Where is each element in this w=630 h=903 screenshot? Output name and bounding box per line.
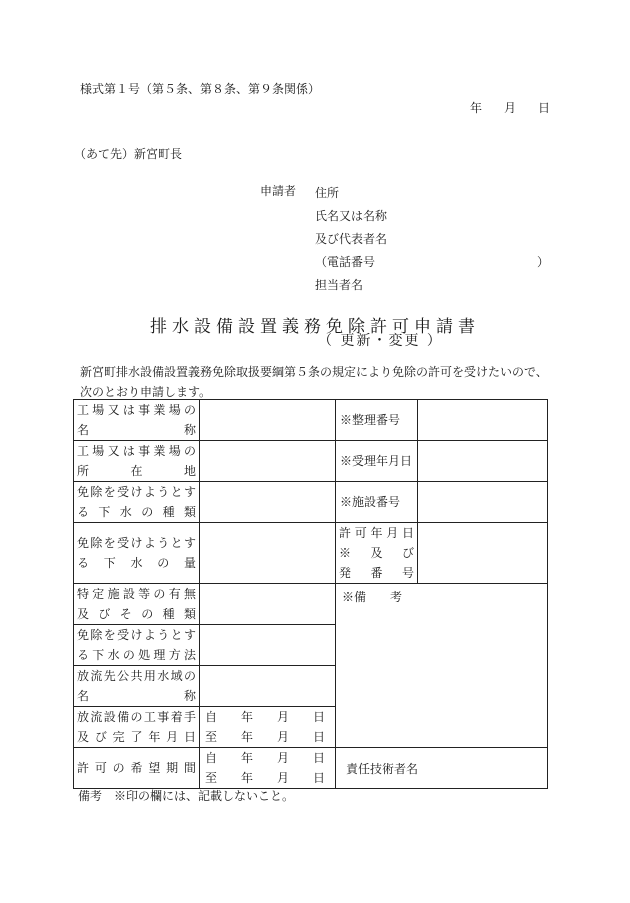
date-year: 年 (470, 101, 483, 115)
applicant-label: 申請者 (260, 184, 297, 198)
label-permit-date: 許可年月日 ※及び 発番号 (336, 523, 418, 584)
input-permit-date[interactable] (418, 523, 548, 584)
label-factory-name: 工場又は事業場の 名称 (74, 400, 200, 441)
label-sewage-type: 免除を受けようとす る下水の種類 (74, 482, 200, 523)
input-period-dates[interactable] (200, 748, 336, 789)
footer-note: 備考 ※印の欄には、記載しないこと。 (78, 789, 295, 803)
date-month: 月 (504, 101, 517, 115)
date-day: 日 (538, 101, 551, 115)
form-number: 様式第１号（第５条、第８条、第９条関係） (80, 82, 321, 96)
engineer-label: 責任技術者名 (346, 761, 419, 776)
document-subtitle: （ 更新・変更 ） (318, 333, 443, 349)
name-field-line2[interactable]: 及び代表者名 (315, 232, 388, 246)
document-title: 排水設備設置義務免除許可申請書 (150, 317, 480, 337)
addressee: （あて先）新宮町長 (74, 147, 183, 161)
input-construction-dates[interactable] (200, 707, 336, 748)
label-facility-number: ※施設番号 (336, 482, 418, 523)
remarks-box[interactable] (336, 584, 548, 748)
period-end: 至 年 月 日 (205, 771, 325, 785)
label-waterbody: 放流先公共用水域の 名称 (74, 666, 200, 707)
input-waterbody[interactable] (200, 666, 336, 707)
label-facility: 特定施設等の有無 及びその種類 (74, 584, 200, 625)
label-construction: 放流設備の工事着手 及び完了年月日 (74, 707, 200, 748)
input-ref-number[interactable] (418, 400, 548, 441)
label-treatment: 免除を受けようとす る下水の処理方法 (74, 625, 200, 666)
input-treatment[interactable] (200, 625, 336, 666)
name-field-line1[interactable]: 氏名又は名称 (315, 209, 388, 223)
input-factory-name[interactable] (200, 400, 336, 441)
phone-label: （電話番号 (315, 255, 376, 269)
phone-field[interactable] (315, 251, 549, 274)
application-table (73, 399, 548, 789)
input-sewage-type[interactable] (200, 482, 336, 523)
input-received-date[interactable] (418, 441, 548, 482)
label-sewage-amount: 免除を受けようとす る下水の量 (74, 523, 200, 584)
remarks-label: ※備 考 (342, 590, 403, 604)
date-line (470, 99, 550, 116)
phone-close-paren: ） (536, 255, 549, 269)
contact-field[interactable]: 担当者名 (315, 278, 364, 292)
label-factory-location: 工場又は事業場の 所在地 (74, 441, 200, 482)
label-ref-number: ※整理番号 (336, 400, 418, 441)
input-sewage-amount[interactable] (200, 523, 336, 584)
period-start: 自 年 月 日 (205, 751, 325, 765)
engineer-cell[interactable] (336, 748, 548, 789)
input-factory-location[interactable] (200, 441, 336, 482)
construction-end: 至 年 月 日 (205, 730, 325, 744)
input-facility[interactable] (200, 584, 336, 625)
input-facility-number[interactable] (418, 482, 548, 523)
label-received-date: ※受理年月日 (336, 441, 418, 482)
label-period: 許可の希望期間 (74, 748, 200, 789)
applicant-fields (315, 182, 549, 297)
construction-start: 自 年 月 日 (205, 710, 325, 724)
address-field[interactable]: 住所 (315, 186, 340, 200)
intro-text: 新宮町排水設備設置義務免除取扱要綱第５条の規定により免除の許可を受けたいので、次のとおり申請します。 (80, 365, 548, 399)
